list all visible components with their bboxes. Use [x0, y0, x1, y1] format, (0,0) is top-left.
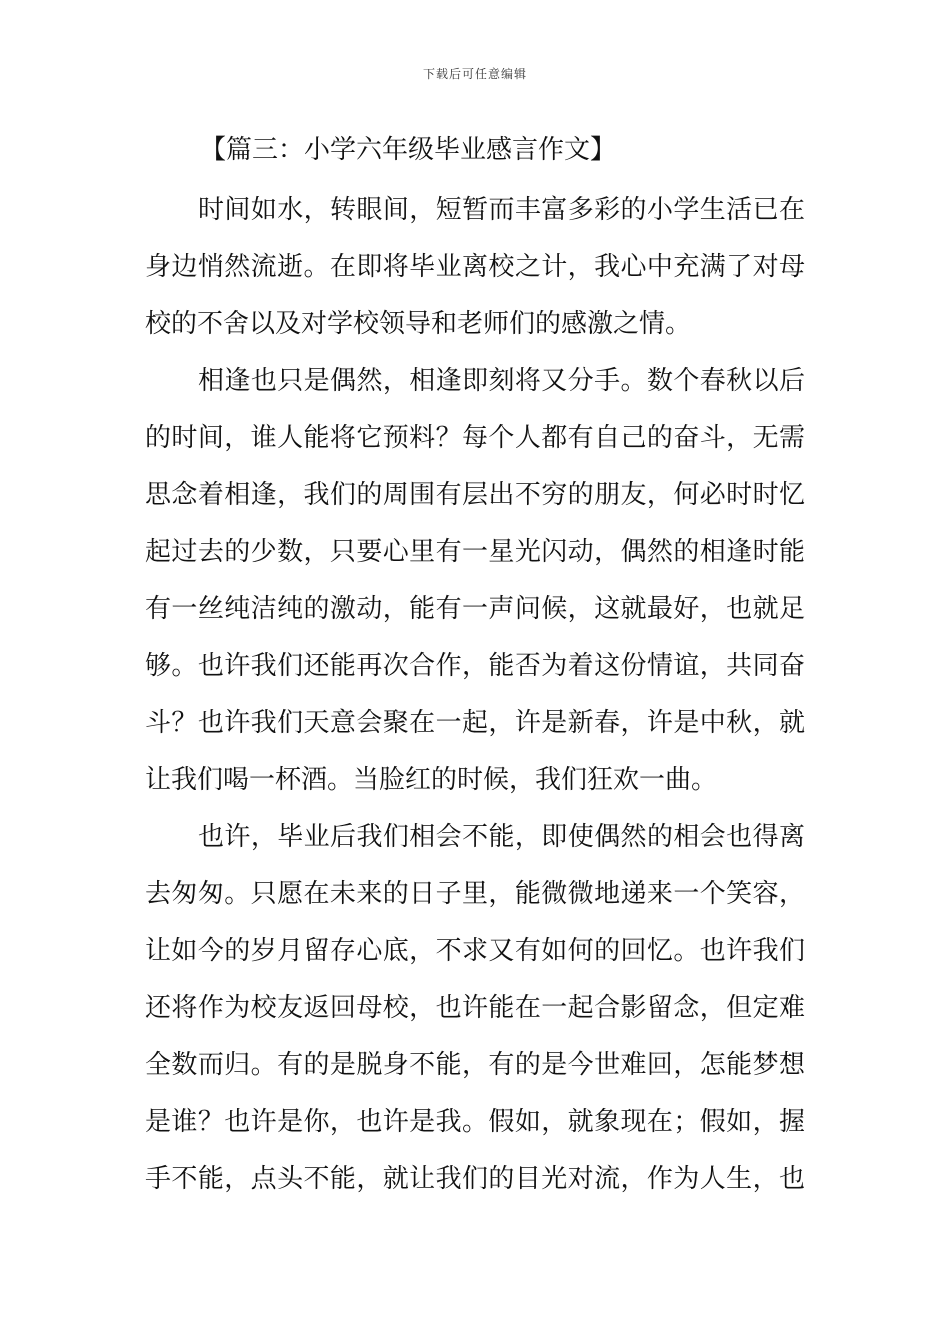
- paragraph-3-line-2: 去匆匆。只愿在未来的日子里，能微微地递来一个笑容，: [145, 879, 805, 909]
- paragraph-2-line-6: 够。也许我们还能再次合作，能否为着这份情谊，共同奋: [145, 651, 805, 681]
- paragraph-3-line-4: 还将作为校友返回母校，也许能在一起合影留念，但定难: [145, 993, 805, 1023]
- page-header: 下载后可任意编辑: [422, 67, 527, 81]
- paragraph-2-line-3: 思念着相逢，我们的周围有层出不穷的朋友，何必时时忆: [145, 480, 805, 510]
- paragraph-2-line-4: 起过去的少数，只要心里有一星光闪动，偶然的相逢时能: [145, 537, 805, 567]
- paragraph-1-line-1: 时间如水，转眼间，短暂而丰富多彩的小学生活已在: [198, 195, 805, 225]
- paragraph-3-line-5: 全数而归。有的是脱身不能，有的是今世难回，怎能梦想: [145, 1050, 805, 1080]
- paragraph-3-line-6: 是谁？也许是你，也许是我。假如，就象现在；假如，握: [145, 1107, 805, 1137]
- paragraph-3-line-3: 让如今的岁月留存心底，不求又有如何的回忆。也许我们: [145, 936, 805, 966]
- paragraph-1-line-2: 身边悄然流逝。在即将毕业离校之计，我心中充满了对母: [145, 252, 805, 282]
- paragraph-2-line-8: 让我们喝一杯酒。当脸红的时候，我们狂欢一曲。: [145, 765, 718, 795]
- paragraph-3-line-7: 手不能，点头不能，就让我们的目光对流，作为人生，也: [145, 1164, 805, 1194]
- paragraph-2-line-7: 斗？也许我们天意会聚在一起，许是新春，许是中秋，就: [145, 708, 805, 738]
- paragraph-3-line-1: 也许，毕业后我们相会不能，即使偶然的相会也得离: [198, 822, 805, 852]
- document-title: 【篇三：小学六年级毕业感言作文】: [200, 135, 617, 165]
- paragraph-1-line-3: 校的不舍以及对学校领导和老师们的感激之情。: [145, 309, 692, 339]
- paragraph-2-line-1: 相逢也只是偶然，相逢即刻将又分手。数个春秋以后: [198, 366, 805, 396]
- paragraph-2-line-5: 有一丝纯洁纯的激动，能有一声问候，这就最好，也就足: [145, 594, 805, 624]
- paragraph-2-line-2: 的时间，谁人能将它预料？每个人都有自己的奋斗，无需: [145, 423, 805, 453]
